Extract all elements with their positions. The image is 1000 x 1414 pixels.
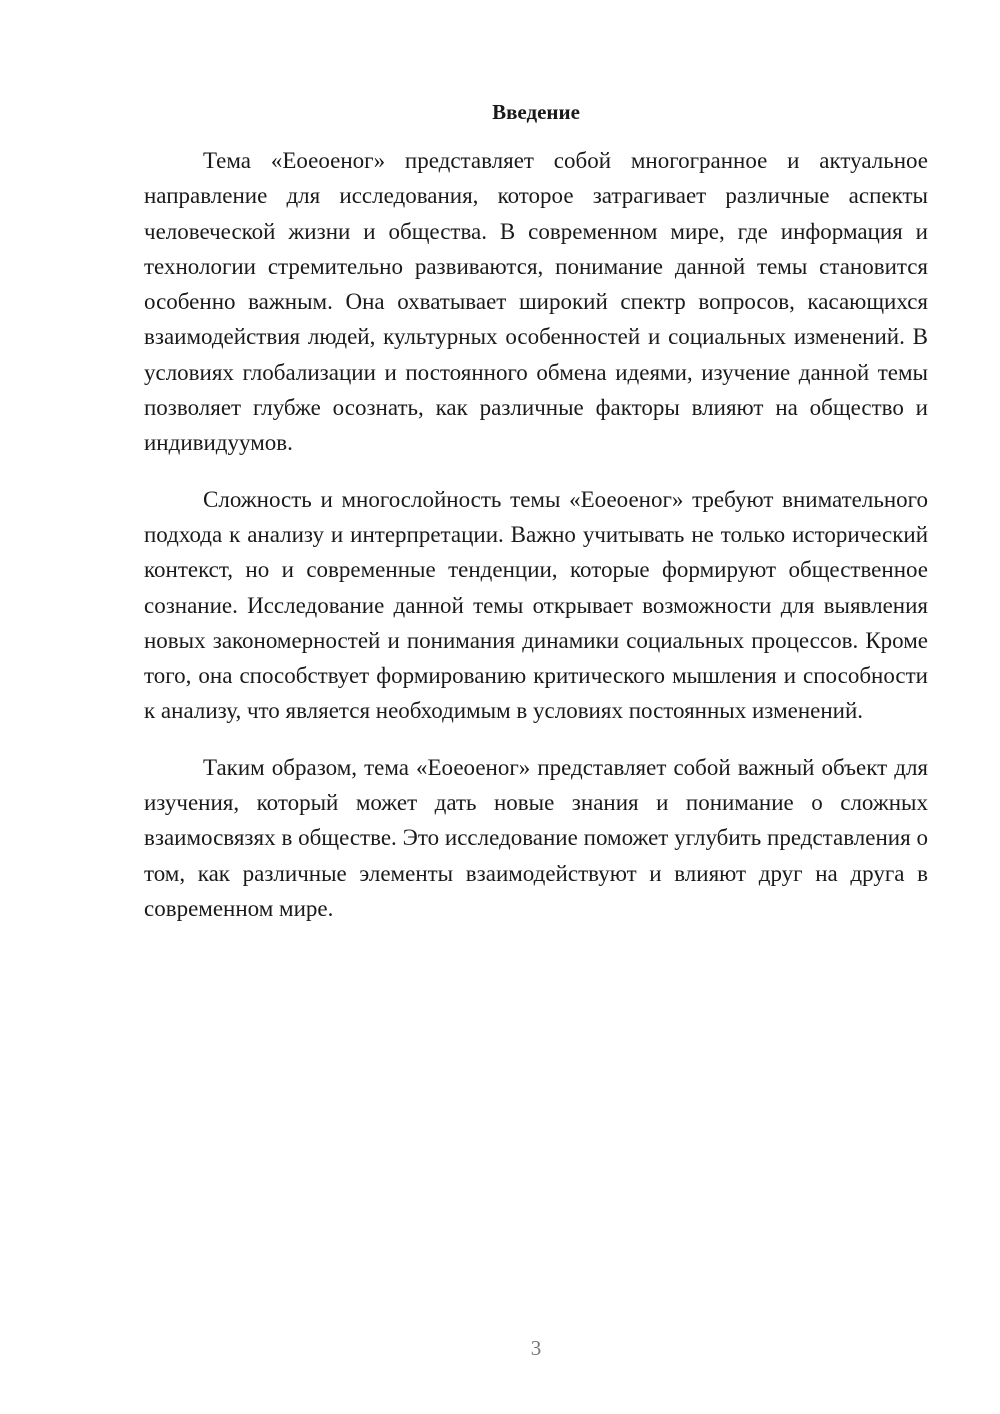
paragraph: Таким образом, тема «Еоеоеног» представляет собой важный объект для изучения, который может дать новые знания и понимание о сложных взаимосвязях в обществе. Это исследование поможет углубить представления о том, как различные элементы взаимодействуют и влияют друг на друга в современном мире. xyxy=(144,754,928,921)
section-title: Введение xyxy=(492,100,580,124)
paragraph: Тема «Еоеоеног» представляет собой многогранное и актуальное направление для исследования, которое затрагивает различные аспекты человеческой жизни и общества. В современном мире, где информация и технологии стремительно развиваются, понимание данной темы становится особенно важным. Она охватывает широкий спектр вопросов, касающихся взаимодействия людей, культурных особенностей и социальных изменений. В условиях глобализации и постоянного обмена идеями, изучение данной темы позволяет глубже осознать, как различные факторы влияют на общество и индивидуумов. xyxy=(144,148,928,456)
page-number: 3 xyxy=(530,1336,542,1360)
body-text xyxy=(144,143,928,947)
paragraph: Сложность и многослойность темы «Еоеоеног» требуют внимательного подхода к анализу и интерпретации. Важно учитывать не только исторический контекст, но и современные тенденции, которые формируют общественное сознание. Исследование данной темы открывает возможности для выявления новых закономерностей и понимания динамики социальных процессов. Кроме того, она способствует формированию критического мышления и способности к анализу, что является необходимым в условиях постоянных изменений. xyxy=(144,486,928,724)
